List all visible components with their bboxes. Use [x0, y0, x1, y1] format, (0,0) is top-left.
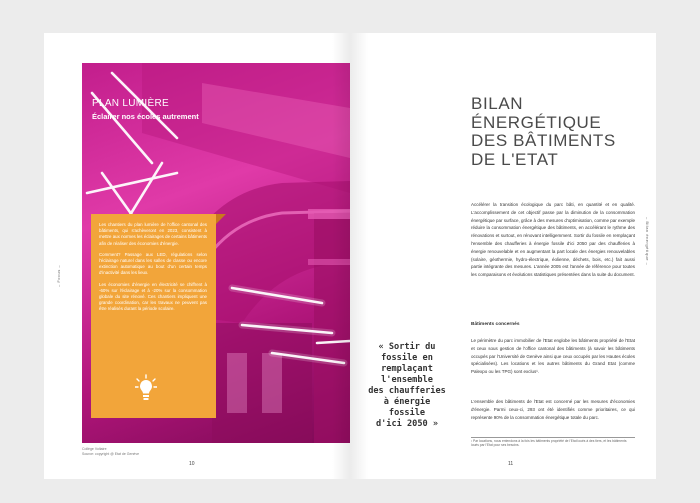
intro-paragraph: Accélérer la transition écologique du parc bâti, en quantité et en qualité. L'accomplissement de cet objectif passe par la diminution de la consommation énergétique par surface, grâce à des mesures d'optimisation, comme par exemple réduire la consommation énergétique des bâtiments, en accélérant le rythme des rénovations et surtout, en rénovant intelligemment. Sortir du fossile en remplaçant l'ensemble des chaufferies à énergie fossile d'ici 2050 par des chaufferies à énergie renouvelable et en augmentant la part locale des énergies renouvelables (solaire, géothermie, hydro-électrique, éolienne, déchets, bois, etc.) fait aussi partie intégrante des mesures. L'année 2005 est l'année de référence pour toutes les comparaisons et évolutions statistiques présentées dans la suite du document. — [471, 202, 635, 278]
pull-quote-line: à énergie — [383, 397, 431, 407]
callout-paragraph: Les chantiers du plan lumière de l'office cantonal des bâtiments, qui s'achèveront en 2023, consistent à mettre aux normes les éclairages de certains bâtiments afin de réaliser des économies d'énergie. — [99, 222, 207, 246]
credit-line: Source: copyright @ Etat de Genève — [82, 451, 140, 456]
photo-title: PLAN LUMIÈRE — [92, 98, 169, 109]
right-side-label: – Bilan énergétique – — [645, 217, 650, 266]
pull-quote-line: fossile — [388, 408, 426, 418]
left-side-label: – Focus – — [56, 264, 61, 287]
pull-quote-line: remplaçant — [381, 364, 433, 374]
pull-quote-line: fossile en — [381, 353, 433, 363]
footnote-divider — [471, 437, 635, 438]
callout-fold — [216, 214, 226, 224]
pull-quote — [359, 342, 455, 430]
body-paragraph: L'ensemble des bâtiments de l'Etat est concerné par les mesures d'économies d'énergie. Parmi ceux-ci, 293 ont été identifiés comme prioritaires, ce qui représente 90% de la consommation énergétique totale du parc. — [471, 399, 635, 420]
title-line: DE L'ETAT — [471, 149, 559, 169]
callout-paragraph: Les économies d'énergie en électricité se chiffrent à -60% sur l'éclairage et à -20% sur la consommation globale du site rénové. Ces chantiers impliquent une grande coordination, car les travaux ne peuvent pas être réalisés durant la période scolaire. — [99, 281, 207, 312]
footnote: ¹ Par locations, nous entendons à la fois les bâtiments propriété de l'Etat loués à des tiers, et les bâtiments loués par l'Etat pour ses besoins. — [471, 439, 627, 448]
credit-line: Collège Voltaire — [82, 447, 107, 451]
section-heading: Bâtiments concernés — [471, 322, 520, 327]
page-number-left: 10 — [189, 461, 195, 467]
left-page — [44, 33, 350, 479]
callout-box — [91, 214, 216, 418]
title-line: DES BÂTIMENTS — [471, 131, 616, 150]
callout-text — [99, 222, 207, 318]
photo-subtitle: Éclairer nos écoles autrement — [92, 112, 199, 121]
magazine-spread — [44, 33, 656, 479]
page-title — [471, 95, 641, 169]
title-line: ÉNERGÉTIQUE — [471, 112, 602, 132]
lightbulb-icon — [135, 374, 157, 402]
pull-quote-line: d'ici 2050 » — [375, 419, 439, 429]
right-page — [350, 33, 656, 479]
pull-quote-line: « Sortir du — [378, 342, 436, 352]
page-number-right: 11 — [508, 461, 514, 467]
callout-paragraph: Comment? Passage aux LED, régulations selon l'éclairage naturel dans les salles de classe ou encore extinction automatique au bout d'un certain temps d'inactivité dans les lieux. — [99, 251, 207, 276]
pull-quote-line: des chaufferies — [368, 386, 446, 396]
photo-credit — [82, 447, 139, 456]
body-paragraph: Le périmètre du parc immobilier de l'Etat englobe les bâtiments propriété de l'Etat et ceux sous gestion de l'office cantonal des bâtiments (à savoir les bâtiments occupés par l'Université de Genève ainsi que ceux occupés par les Hautes écoles spécialisées). Les locations et les autres bâtiments du Grand Etat (comme Palexpo ou les TPG) sont exclus¹. — [471, 338, 635, 375]
title-line: BILAN — [471, 94, 524, 113]
pull-quote-line: l'ensemble — [381, 375, 433, 385]
